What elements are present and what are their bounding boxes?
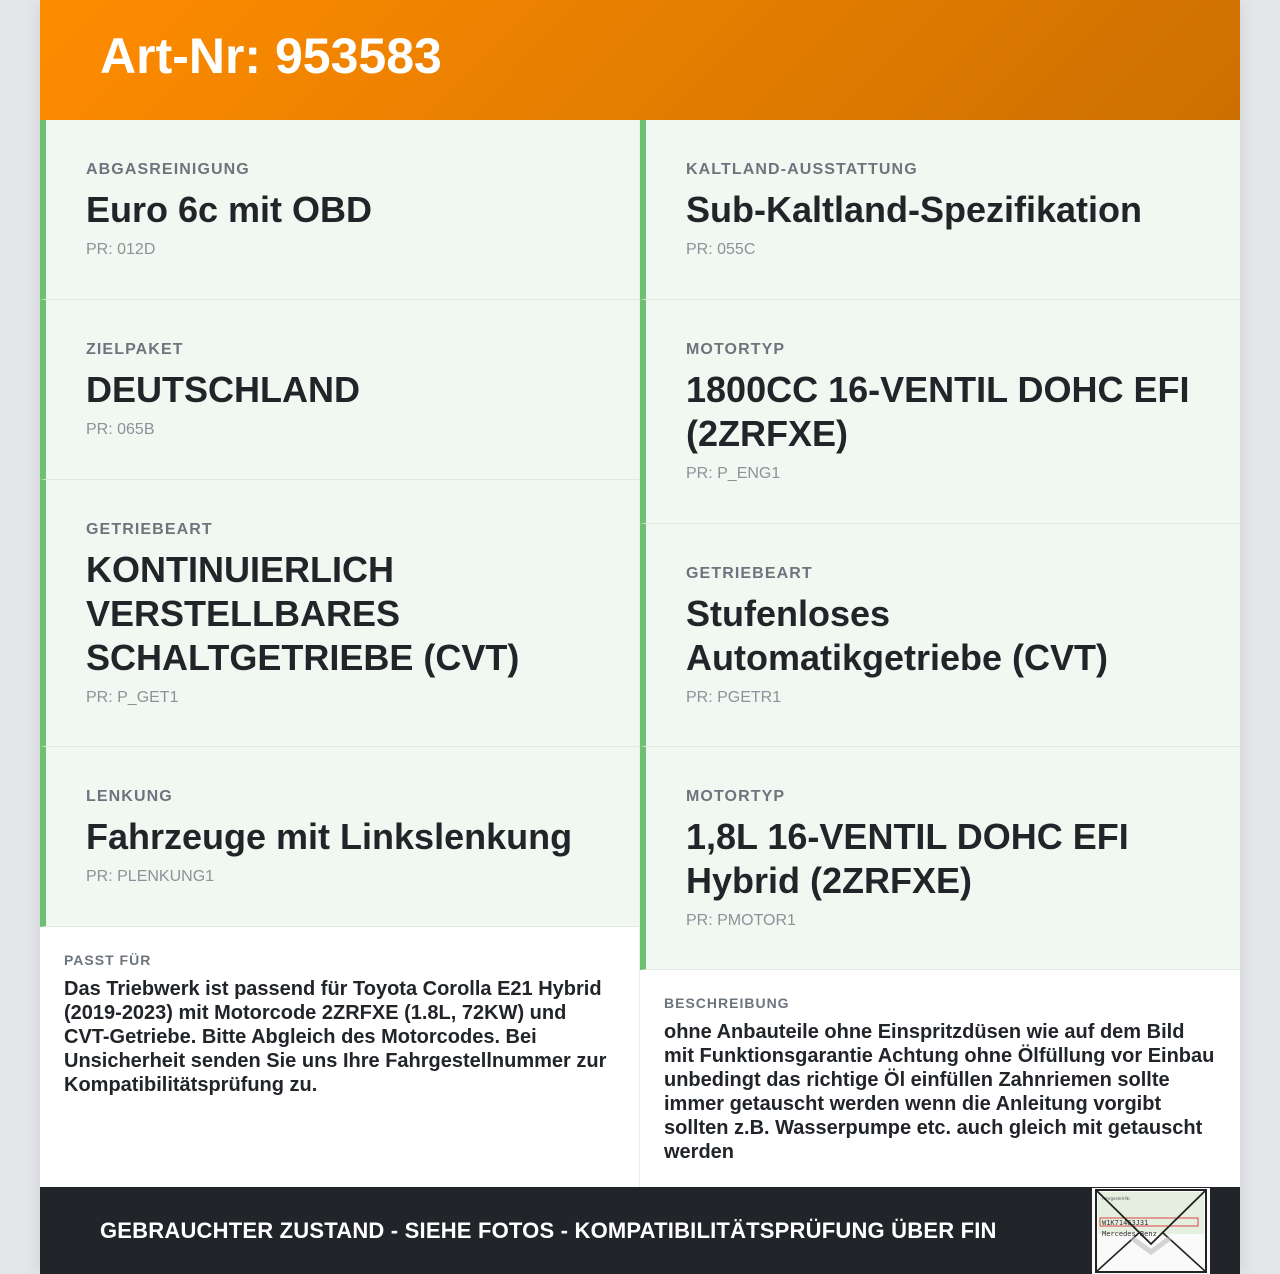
spec-value: KONTINUIERLICH VERSTELLBARES SCHALTGETRIEBE (CVT) <box>86 549 520 678</box>
spec-value: Stufenloses Automatikgetriebe (CVT) <box>686 593 1109 678</box>
spec-pr-code: PR: 065B <box>86 421 155 438</box>
spec-card-lenkung <box>40 747 639 927</box>
envelope-vin-document-icon <box>1092 1188 1210 1274</box>
compatibility-label: PASST FÜR <box>64 952 152 968</box>
spec-card-getriebeart <box>40 480 639 747</box>
spec-pr-code: PR: PMOTOR1 <box>686 912 796 929</box>
spec-pr-code: PR: PLENKUNG1 <box>86 868 215 885</box>
description-text: ohne Anbauteile ohne Einspritzdüsen wie auf dem Bild mit Funktionsgarantie Achtung ohne Ölfüllung vor Einbau unbedingt das richtige Öl einfüllen Zahnriemen sollte immer getauscht werden wenn die Anleitung vorgibt sollten z.B. Wasserpumpe etc. auch gleich mit getauscht werden <box>664 1021 1215 1163</box>
spec-columns <box>40 120 1240 1187</box>
spec-label: ZIELPAKET <box>86 341 184 358</box>
spec-label: GETRIEBEART <box>86 521 213 538</box>
spec-card-zielpaket <box>40 300 639 480</box>
spec-value: Euro 6c mit OBD <box>86 189 373 230</box>
article-number-title: Art-Nr: 953583 <box>100 28 442 84</box>
description-label: BESCHREIBUNG <box>664 995 790 1011</box>
spec-value: Fahrzeuge mit Linkslenkung <box>86 816 573 857</box>
spec-card-abgasreinigung <box>40 120 639 300</box>
spec-card-motortyp-1 <box>640 300 1240 524</box>
spec-card-getriebeart-2 <box>640 524 1240 747</box>
spec-pr-code: PR: 012D <box>86 241 156 258</box>
spec-label: MOTORTYP <box>686 341 786 358</box>
spec-value: Sub-Kaltland-Spezifikation <box>686 189 1143 230</box>
svg-text:W1K71463J31: W1K71463J31 <box>1102 1219 1149 1227</box>
spec-card-motortyp-2 <box>640 747 1240 970</box>
description-box <box>640 970 1240 1188</box>
spec-pr-code: PR: P_ENG1 <box>686 465 781 482</box>
spec-label: ABGASREINIGUNG <box>86 161 250 178</box>
spec-pr-code: PR: 055C <box>686 241 756 258</box>
compatibility-box <box>40 927 639 1187</box>
svg-text:Mercedes-Benz: Mercedes-Benz <box>1102 1230 1157 1238</box>
svg-text:Fahrgestell-Nr.: Fahrgestell-Nr. <box>1102 1196 1131 1201</box>
right-column <box>640 120 1240 1187</box>
spec-label: GETRIEBEART <box>686 565 813 582</box>
spec-label: LENKUNG <box>86 788 173 805</box>
spec-value: DEUTSCHLAND <box>86 369 360 410</box>
spec-pr-code: PR: PGETR1 <box>686 689 782 706</box>
spec-card-kaltland <box>640 120 1240 300</box>
spec-label: MOTORTYP <box>686 788 786 805</box>
spec-pr-code: PR: P_GET1 <box>86 689 179 706</box>
condition-footer <box>40 1187 1240 1274</box>
spec-value: 1800CC 16-VENTIL DOHC EFI (2ZRFXE) <box>686 369 1190 454</box>
left-column <box>40 120 640 1187</box>
product-sheet <box>40 0 1240 1274</box>
spec-value: 1,8L 16-VENTIL DOHC EFI Hybrid (2ZRFXE) <box>686 816 1129 901</box>
article-header <box>40 0 1240 120</box>
compatibility-text: Das Triebwerk ist passend für Toyota Corolla E21 Hybrid (2019-2023) mit Motorcode 2ZRFXE (1.8L, 72KW) und CVT-Getriebe. Bitte Abgleich des Motorcodes. Bei Unsicherheit senden Sie uns Ihre Fahrgestellnummer zur Kompatibilitätsprüfung zu. <box>64 978 607 1096</box>
spec-label: KALTLAND-AUSSTATTUNG <box>686 161 918 178</box>
condition-notice: GEBRAUCHTER ZUSTAND - SIEHE FOTOS - KOMPATIBILITÄTSPRÜFUNG ÜBER FIN <box>100 1217 997 1243</box>
